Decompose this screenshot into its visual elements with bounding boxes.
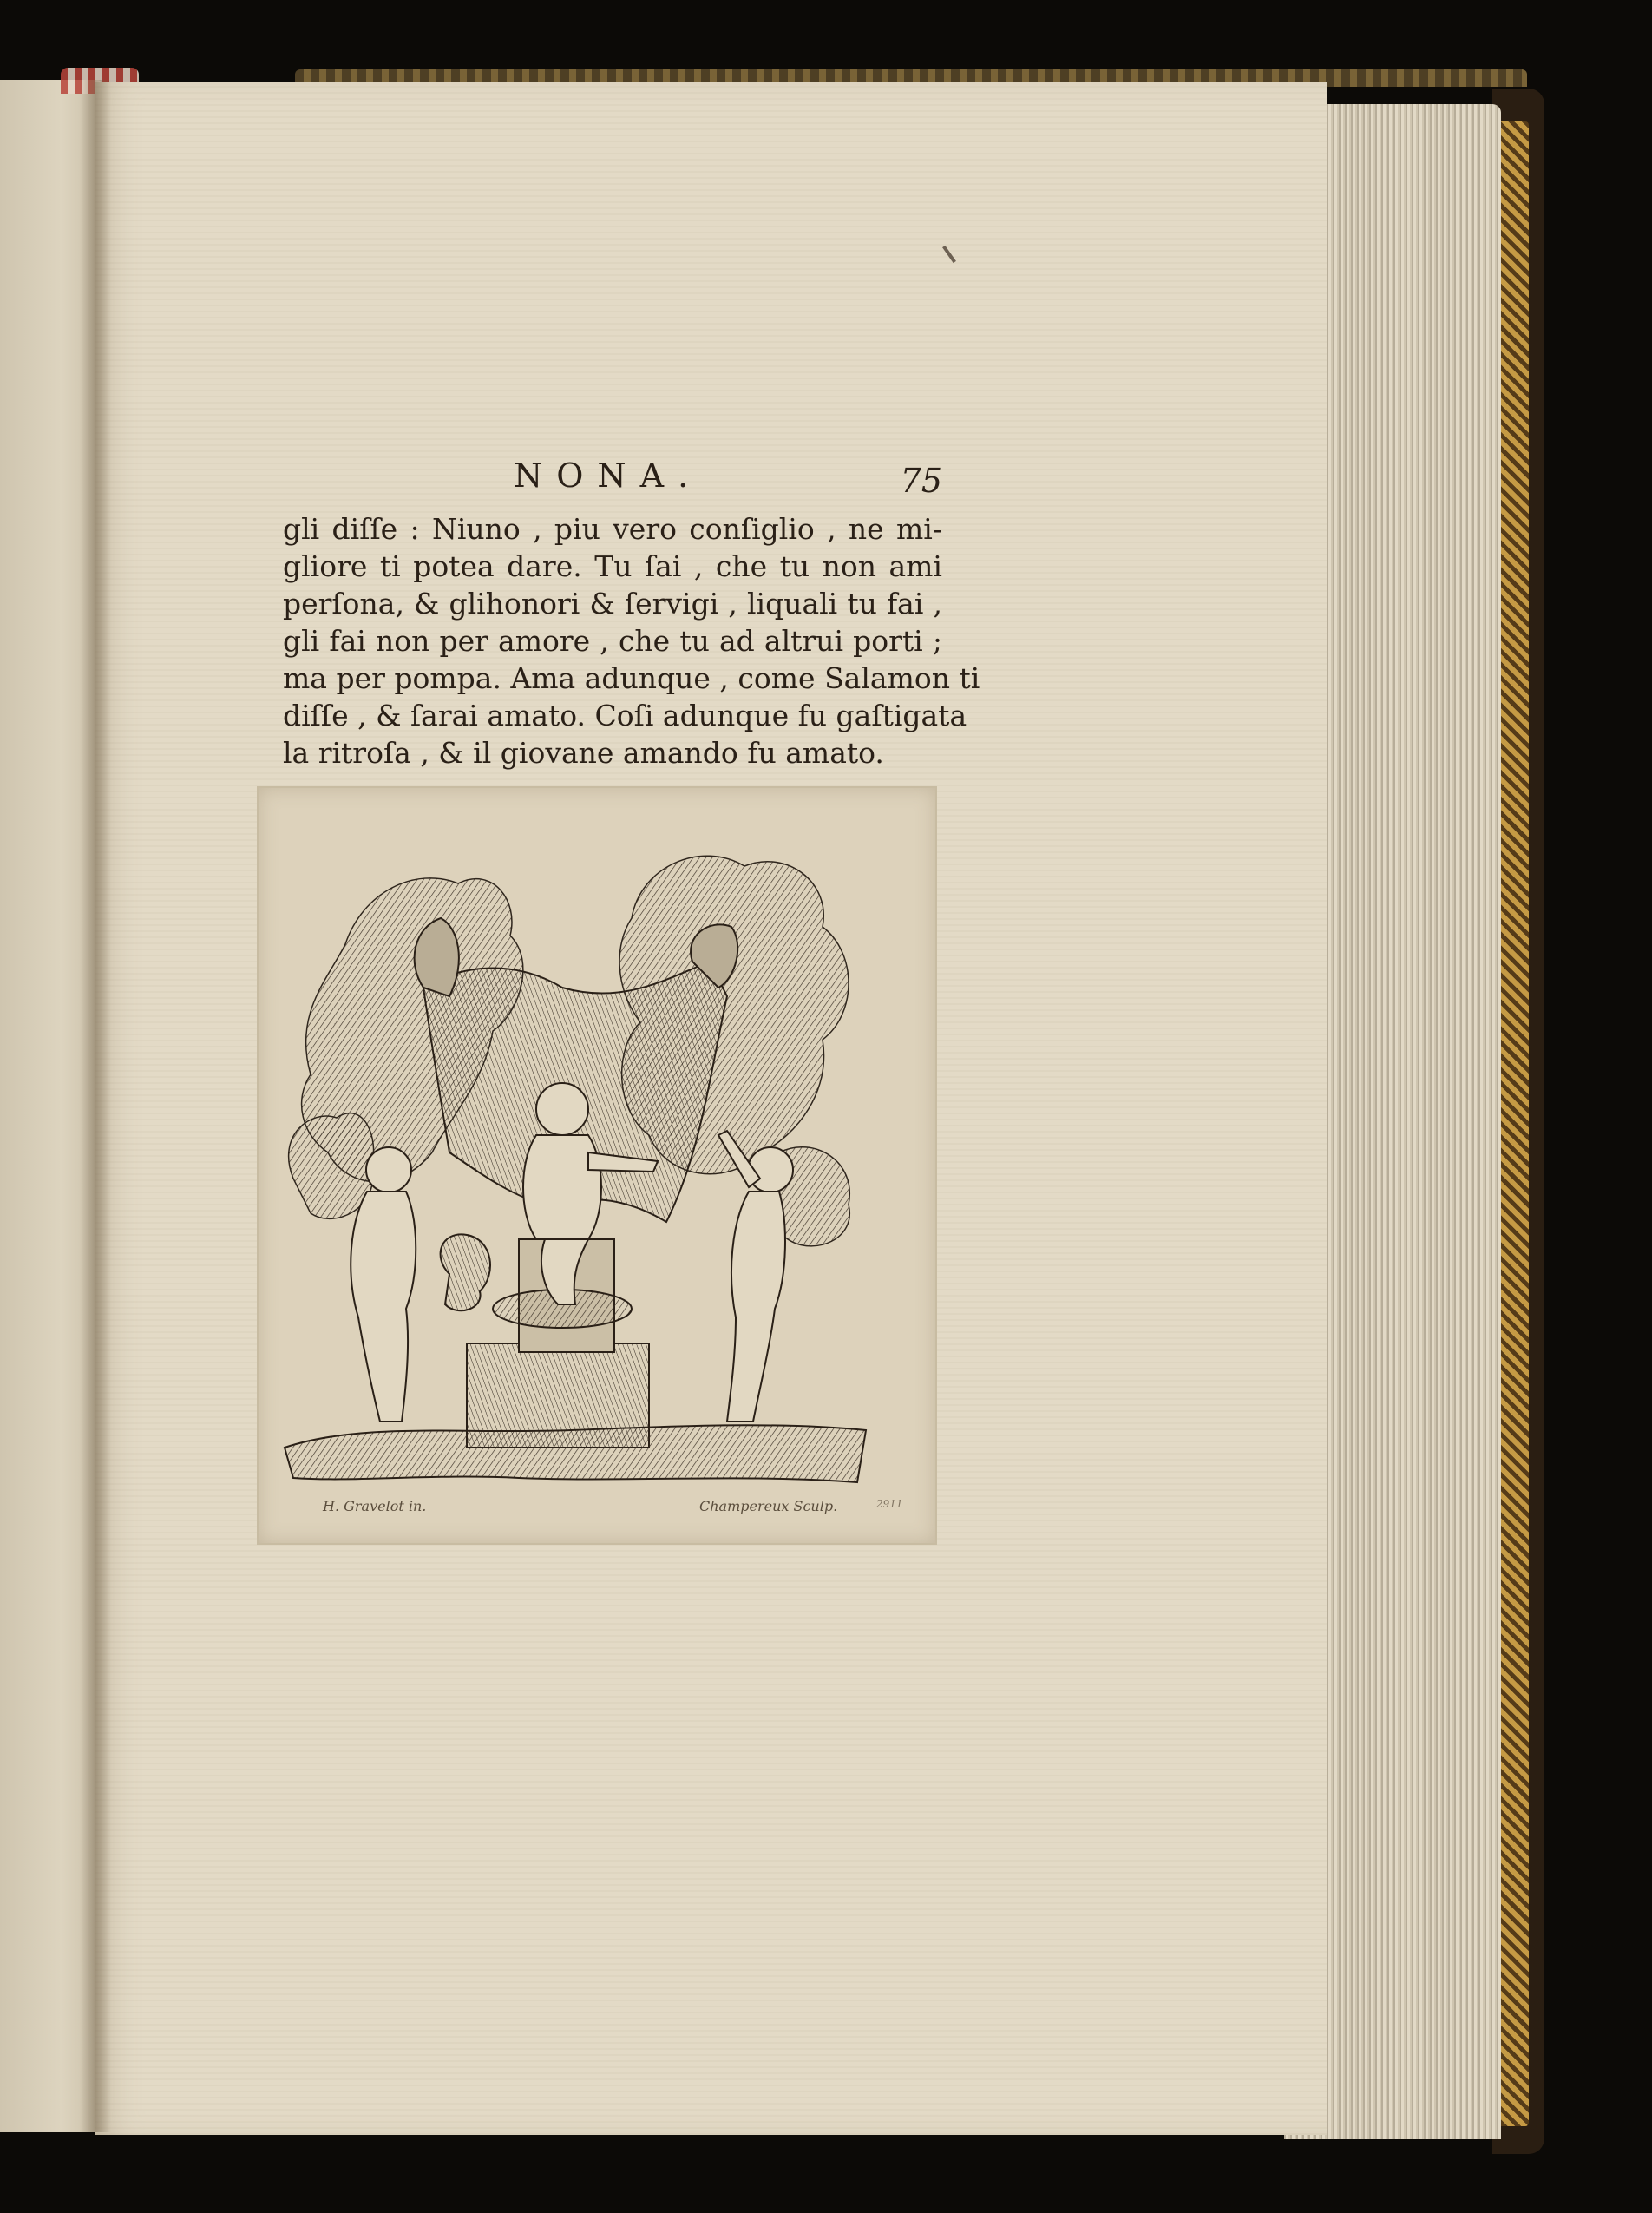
engraving-illustration [259,788,935,1543]
running-head [283,456,942,510]
ground [285,1425,866,1482]
gutter-shadow [80,80,111,2132]
plate-number: 2911 [876,1498,903,1510]
artist-credit: H. Gravelot in. [323,1498,427,1514]
text-line: gli diſſe : Niuno , piu vero conſiglio , ne mi- [283,512,942,546]
right-cherub [718,1131,793,1422]
engraved-plate [257,786,937,1545]
text-line: ma per pompa. Ama adunque , come Salamon ti [283,661,980,695]
text-block [283,456,980,772]
page-number: 75 [900,462,942,500]
text-line: gli fai non per amore , che tu ad altrui porti ; [283,624,942,658]
text-line: perſona, & glihonori & ſervigi , liquali tu fai , [283,587,942,621]
engraver-credit: Champereux Sculp. [699,1498,838,1514]
text-line: diſſe , & ſarai amato. Coſi adunque fu gaſtigata [283,699,967,732]
text-line: gliore ti potea dare. Tu ſai , che tu non ami [283,549,942,583]
running-title: NONA. [514,456,703,495]
dog [441,1234,490,1310]
text-line: la ritroſa , & il giovane amando fu amato. [283,736,884,770]
